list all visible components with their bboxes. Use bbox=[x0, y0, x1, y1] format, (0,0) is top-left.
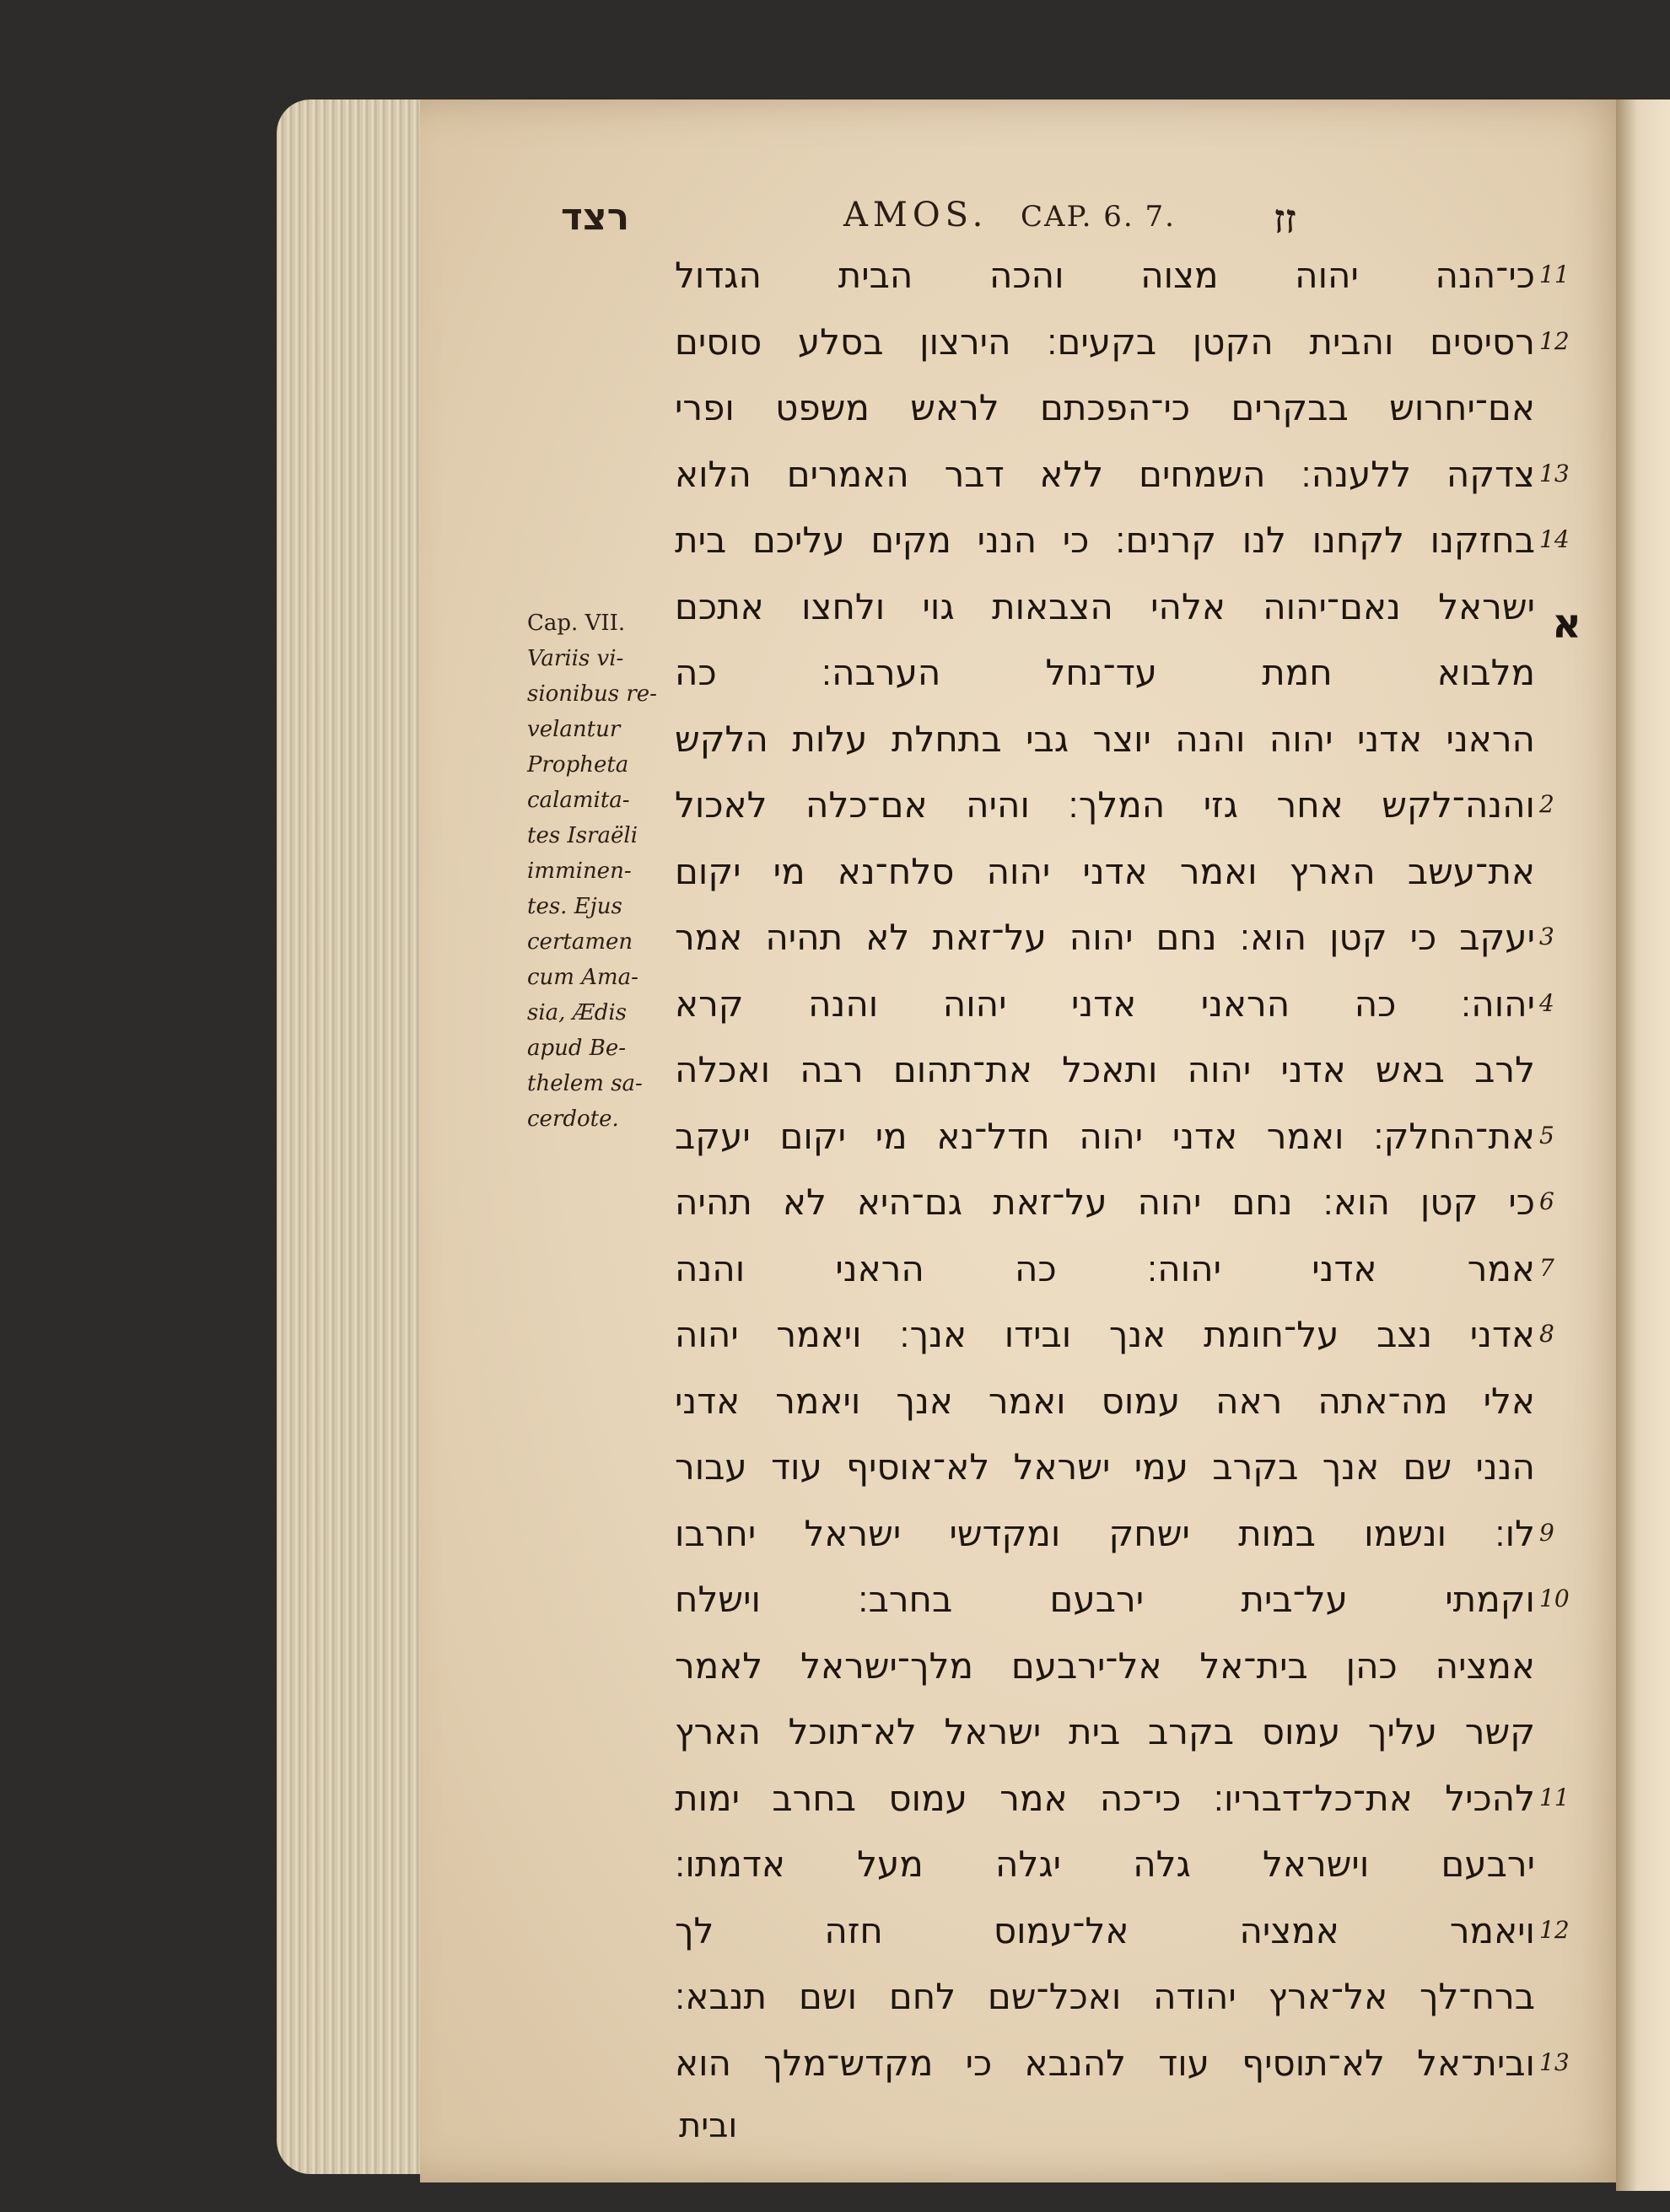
text-line: את־עשב הארץ ואמר אדני יהוה סלח־נא מי יקום bbox=[675, 850, 1535, 892]
text-line: יעקב כי קטן הוא׃ נחם יהוה על־זאת לא תהיה אמר bbox=[675, 917, 1535, 958]
hebrew-mark: זז bbox=[1274, 196, 1296, 243]
verse-number: 4 bbox=[1539, 988, 1554, 1017]
margin-note-line: Propheta bbox=[527, 752, 629, 778]
verse-number: 11 bbox=[1539, 261, 1570, 288]
margin-note-line: cerdote. bbox=[527, 1106, 619, 1132]
page-edges bbox=[277, 100, 420, 2174]
text-line: לו׃ ונשמו במות ישחק ומקדשי ישראל יחרבו bbox=[675, 1512, 1535, 1554]
verse-number: 5 bbox=[1539, 1121, 1554, 1149]
text-line: יהוה׃ כה הראני אדני יהוה והנה קרא bbox=[675, 982, 1535, 1025]
text-line: הראני אדני יהוה והנה יוצר גבי בתחלת עלות הלקש bbox=[675, 718, 1535, 760]
verse-number: 2 bbox=[1539, 790, 1554, 818]
text-line: אם־יחרוש בבקרים כי־הפכתם לראש משפט ופרי bbox=[675, 387, 1535, 428]
margin-note-line: certamen bbox=[527, 929, 633, 955]
text-line: אדני נצב על־חומת אנך ובידו אנך׃ ויאמר יהוה bbox=[675, 1314, 1535, 1355]
text-line: צדקה ללענה׃ השמחים ללא דבר האמרים הלוא bbox=[675, 453, 1535, 495]
facing-page-gutter bbox=[1616, 100, 1670, 2191]
margin-note bbox=[527, 605, 657, 1137]
verse-number: 11 bbox=[1539, 1783, 1570, 1811]
margin-note-line: tes. Ejus bbox=[527, 894, 622, 919]
text-line: מלבוא חמת עד־נחל הערבה׃ כה bbox=[675, 652, 1535, 693]
text-line: להכיל את־כל־דבריו׃ כי־כה אמר עמוס בחרב ימות bbox=[675, 1777, 1535, 1819]
book-title: AMOS. bbox=[843, 196, 989, 234]
verse-number: 12 bbox=[1539, 1915, 1570, 1944]
margin-note-line: calamita- bbox=[527, 788, 630, 813]
text-line: לרב באש אדני יהוה ותאכל את־תהום רבה ואכלה bbox=[675, 1049, 1535, 1090]
margin-note-line: sionibus re- bbox=[527, 681, 657, 707]
verse-number: 6 bbox=[1539, 1187, 1554, 1215]
text-line: את־החלק׃ ואמר אדני יהוה חדל־נא מי יקום יעקב bbox=[675, 1115, 1535, 1157]
verse-number: 7 bbox=[1539, 1253, 1554, 1282]
text-line: אלי מה־אתה ראה עמוס ואמר אנך ויאמר אדני bbox=[675, 1380, 1535, 1422]
chapter-label: CAP. 6. 7. bbox=[1021, 200, 1176, 234]
verse-number: 9 bbox=[1539, 1518, 1554, 1547]
margin-note-line: tes Israëli bbox=[527, 823, 638, 848]
margin-note-line: apud Be- bbox=[527, 1036, 627, 1061]
text-line: קשר עליך עמוס בקרב בית ישראל לא־תוכל הארץ bbox=[675, 1711, 1535, 1752]
text-line: ובית־אל לא־תוסיף עוד להנבא כי מקדש־מלך הוא bbox=[675, 2042, 1535, 2084]
margin-note-line: thelem sa- bbox=[527, 1071, 643, 1096]
margin-note-line: cum Ama- bbox=[527, 965, 638, 990]
text-line: הנני שם אנך בקרב עמי ישראל לא־אוסיף עוד עבור bbox=[675, 1446, 1535, 1488]
verse-number: 13 bbox=[1539, 2048, 1570, 2076]
verse-number: 3 bbox=[1539, 923, 1554, 950]
catchword: ובית bbox=[679, 2107, 738, 2145]
verse-number: 14 bbox=[1539, 525, 1570, 553]
folio-number: רצד bbox=[561, 196, 630, 239]
text-line: וקמתי על־בית ירבעם בחרב׃ וישלח bbox=[675, 1579, 1535, 1620]
margin-note-line: imminen- bbox=[527, 858, 632, 884]
verse-number: 12 bbox=[1539, 326, 1570, 355]
verse-number: 8 bbox=[1539, 1320, 1554, 1348]
text-line: אמר אדני יהוה׃ כה הראני והנה bbox=[675, 1247, 1535, 1289]
text-line: רסיסים והבית הקטן בקעים׃ הירצון בסלע סוסים bbox=[675, 320, 1535, 363]
margin-note-heading: Cap. VII. bbox=[527, 611, 626, 636]
text-line: והנה־לקש אחר גזי המלך׃ והיה אם־כלה לאכול bbox=[675, 784, 1535, 826]
margin-note-line: sia, Ædis bbox=[527, 1000, 628, 1025]
margin-note-line: Variis vi- bbox=[527, 646, 624, 671]
text-line: כי־הנה יהוה מצוה והכה הבית הגדול bbox=[675, 255, 1535, 296]
text-line: ירבעם וישראל גלה יגלה מעל אדמתו׃ bbox=[675, 1843, 1535, 1885]
text-line: ישראל נאם־יהוה אלהי הצבאות גוי ולחצו אתכם bbox=[675, 585, 1535, 627]
running-title bbox=[843, 196, 1176, 246]
chapter-marker: א bbox=[1552, 600, 1581, 648]
text-line: ברח־לך אל־ארץ יהודה ואכל־שם לחם ושם תנבא׃ bbox=[675, 1976, 1535, 2017]
verse-number: 10 bbox=[1539, 1585, 1570, 1612]
verse-number: 13 bbox=[1539, 459, 1570, 487]
margin-note-line: velantur bbox=[527, 717, 621, 742]
text-line: כי קטן הוא׃ נחם יהוה על־זאת גם־היא לא תהיה bbox=[675, 1181, 1535, 1223]
text-line: ויאמר אמציה אל־עמוס חזה לך bbox=[675, 1909, 1535, 1951]
text-line: בחזקנו לקחנו לנו קרנים׃ כי הנני מקים עליכם בית bbox=[675, 519, 1535, 561]
text-line: אמציה כהן בית־אל אל־ירבעם מלך־ישראל לאמר bbox=[675, 1644, 1535, 1687]
